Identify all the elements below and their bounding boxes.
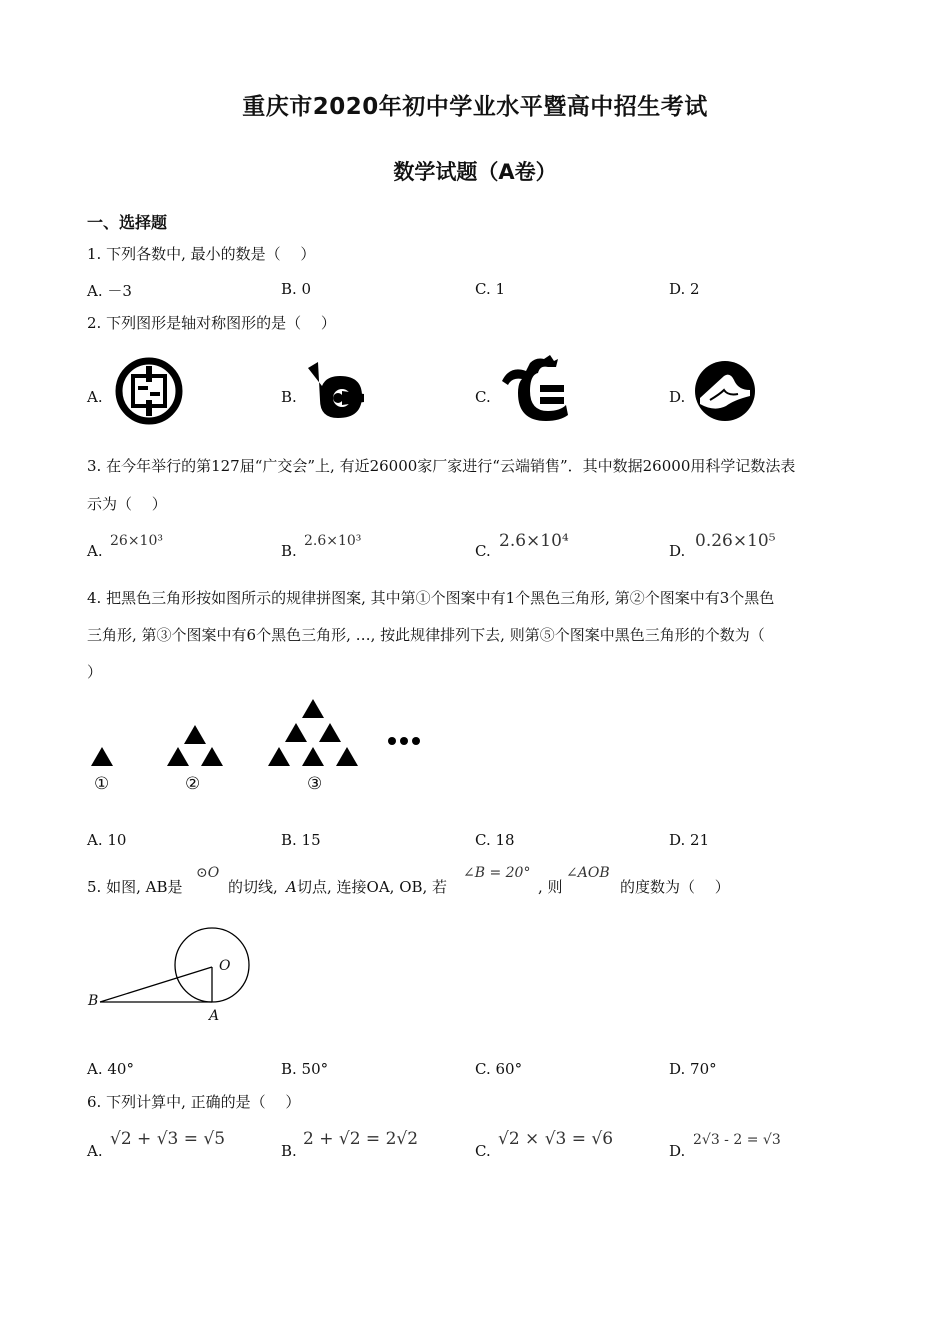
q3-option-b-label: B. [281,542,297,560]
question-4-stem-line-1: 4. 把黑色三角形按如图所示的规律拼图案, 其中第①个图案中有1个黑色三角形, 第②个图案中有3个黑色 [87,589,775,607]
question-5-stem-part-1: 5. 如图, AB是 [87,878,183,896]
q5-option-b: B. 50° [281,1060,329,1078]
question-1-stem: 1. 下列各数中, 最小的数是（ ） [87,245,316,263]
logo-d-icon [694,360,756,422]
question-3-stem-line-2: 示为（ ） [87,495,167,513]
section-heading: 一、选择题 [87,213,168,232]
q1-option-c: C. 1 [475,280,506,298]
q5-option-a: A. 40° [87,1060,134,1078]
triangle [91,747,113,766]
q6-option-b-label: B. [281,1142,297,1160]
q2-option-b: B. [281,388,297,406]
logo-a-icon [114,356,184,426]
q3-option-a-expr: 26×10³ [110,533,163,549]
tangent-circle-figure [86,925,266,1025]
q6-option-c-label: C. [475,1142,491,1160]
pattern-label-3: ③ [307,774,323,794]
q1-option-d: D. 2 [669,280,700,298]
triangle [336,747,358,766]
page-title: 重庆市2020年初中学业水平暨高中招生考试 [242,94,708,120]
question-4-stem-line-2: 三角形, 第③个图案中有6个黑色三角形, …, 按此规律排列下去, 则第⑤个图案中黑色三角形的个数为（ [87,626,765,644]
q5-option-c: C. 60° [475,1060,523,1078]
figure-label-o: O [219,958,231,974]
triangle-pattern-figure [88,696,428,796]
question-3-stem-line-1: 3. 在今年举行的第127届“广交会”上, 有近26000家厂家进行“云端销售”．其中数据26000用科学记数法表 [87,457,796,475]
triangle [201,747,223,766]
question-5-point-a: A [286,878,297,896]
question-5-stem-part-4: , 则 [538,878,563,896]
triangle [302,747,324,766]
pattern-label-1: ① [94,774,110,794]
question-6-stem: 6. 下列计算中, 正确的是（ ） [87,1093,301,1111]
q6-option-a-expr: √2 + √3 = √5 [110,1129,226,1149]
q2-option-a: A. [87,388,103,406]
ellipsis-dot [388,737,396,745]
q3-option-c-label: C. [475,542,491,560]
q5-option-d: D. 70° [669,1060,717,1078]
question-5-stem-part-3: 切点, 连接OA, OB, 若 [297,878,448,896]
triangle [268,747,290,766]
question-4-stem-line-3: ） [87,663,103,681]
angle-b-expr: ∠B = 20° [463,865,531,881]
triangle [285,723,307,742]
q3-option-d-expr: 0.26×10⁵ [695,531,776,551]
triangle [184,725,206,744]
question-2-stem: 2. 下列图形是轴对称图形的是（ ） [87,314,336,332]
q3-option-c-expr: 2.6×10⁴ [499,531,569,551]
triangle [302,699,324,718]
q6-option-b-expr: 2 + √2 = 2√2 [303,1129,419,1149]
page-subtitle: 数学试题（A卷） [393,160,557,184]
figure-label-a: A [209,1008,220,1024]
q4-option-b: B. 15 [281,831,321,849]
ellipsis-dot [412,737,420,745]
q3-option-a-label: A. [87,542,103,560]
logo-c-icon [500,355,572,423]
q2-option-d: D. [669,388,686,406]
q1-option-a: A. －3 [87,282,132,300]
pattern-label-2: ② [185,774,201,794]
q4-option-d: D. 21 [669,831,710,849]
q3-option-d-label: D. [669,542,686,560]
figure-label-b: B [88,993,99,1009]
ellipsis-dot [400,737,408,745]
q4-option-c: C. 18 [475,831,515,849]
q4-option-a: A. 10 [87,831,127,849]
logo-b-icon [304,360,366,422]
q6-option-a-label: A. [87,1142,103,1160]
question-5-stem-part-5: 的度数为（ ） [620,878,730,896]
angle-aob-expr: ∠AOB [566,865,610,881]
q6-option-d-expr: 2√3 - 2 = √3 [693,1132,781,1148]
q6-option-d-label: D. [669,1142,686,1160]
triangle [167,747,189,766]
triangle [319,723,341,742]
q3-option-b-expr: 2.6×10³ [304,533,362,549]
circle-o-symbol: ⊙O [196,865,220,881]
q6-option-c-expr: √2 × √3 = √6 [498,1129,614,1149]
q1-option-b: B. 0 [281,280,312,298]
q2-option-c: C. [475,388,491,406]
question-5-stem-part-2: 的切线, [228,878,278,896]
